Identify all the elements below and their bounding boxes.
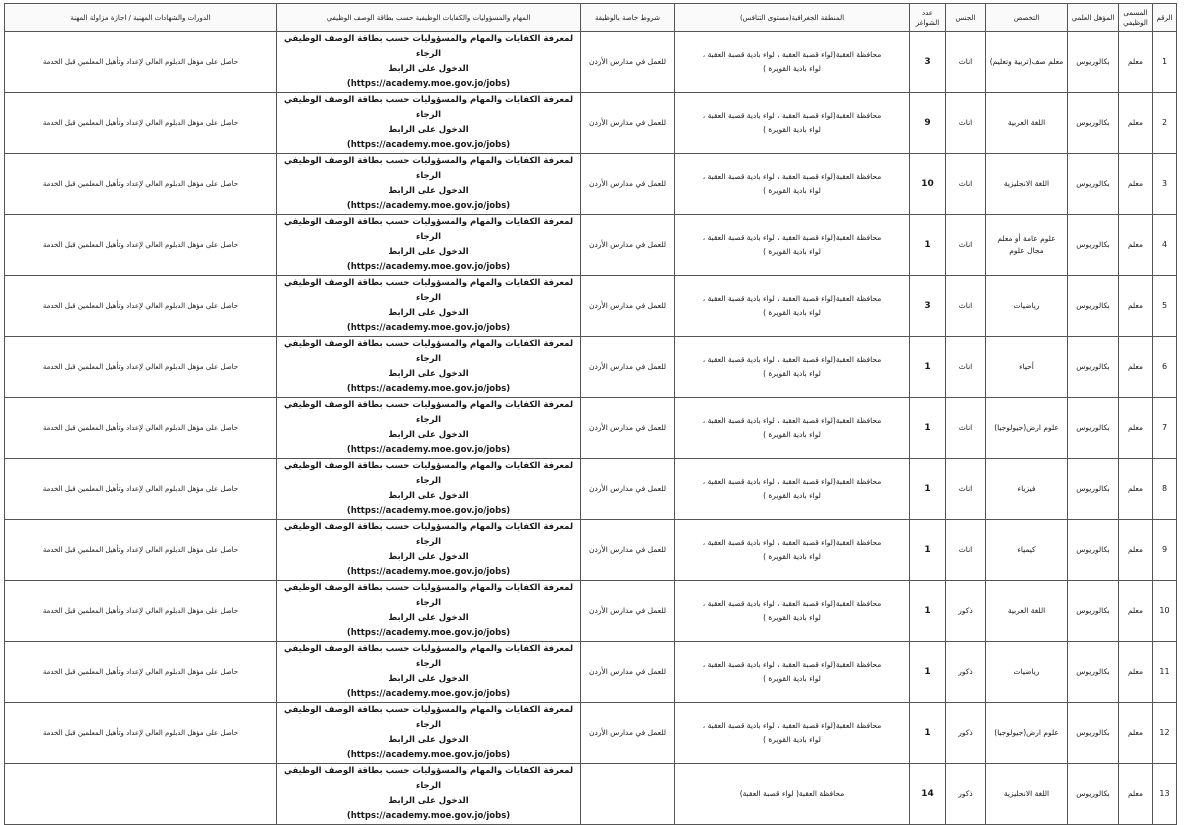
region-line-2: لواء بادية القويرة ) xyxy=(763,613,821,622)
cell-requirements: حاصل على مؤهل الدبلوم العالي لإعداد وتأهيل المعلمين قبل الخدمة xyxy=(5,459,277,520)
tasks-line-1: لمعرفة الكفايات والمهام والمسؤوليات حسب بطاقة الوصف الوظيفي الرجاء xyxy=(283,705,574,730)
cell-vacancies: 9 xyxy=(910,93,946,154)
cell-conditions: للعمل في مدارس الأردن xyxy=(581,703,675,764)
cell-no: 7 xyxy=(1153,398,1177,459)
tasks-line-2 xyxy=(280,245,577,275)
cell-conditions: للعمل في مدارس الأردن xyxy=(581,581,675,642)
cell-region xyxy=(675,93,910,154)
table-row xyxy=(5,764,1177,825)
cell-requirements: حاصل على مؤهل الدبلوم العالي لإعداد وتأهيل المعلمين قبل الخدمة xyxy=(5,215,277,276)
cell-title: معلم xyxy=(1119,520,1153,581)
tasks-link-prefix: الدخول على الرابط xyxy=(388,64,469,74)
jobs-link[interactable]: (https://academy.moe.gov.jo/jobs) xyxy=(346,262,511,272)
cell-vacancies: 1 xyxy=(910,215,946,276)
cell-tasks xyxy=(277,764,581,825)
cell-no: 2 xyxy=(1153,93,1177,154)
cell-region xyxy=(675,581,910,642)
cell-title: معلم xyxy=(1119,154,1153,215)
cell-region xyxy=(675,154,910,215)
cell-qualification: بكالوريوس xyxy=(1068,520,1119,581)
header-vacancies: عدد الشواغر xyxy=(910,4,946,32)
jobs-link[interactable]: (https://academy.moe.gov.jo/jobs) xyxy=(346,811,511,821)
table-row xyxy=(5,154,1177,215)
tasks-line-2 xyxy=(280,794,577,824)
cell-no: 12 xyxy=(1153,703,1177,764)
tasks-link-prefix: الدخول على الرابط xyxy=(388,247,469,257)
tasks-link-prefix: الدخول على الرابط xyxy=(388,308,469,318)
region-line-1: محافظة العقبة(لواء قصبة العقبة ، لواء بادية قصبة العقبة ، xyxy=(702,416,882,425)
region-line-1: محافظة العقبة(لواء قصبة العقبة ، لواء بادية قصبة العقبة ، xyxy=(702,721,882,730)
cell-conditions: للعمل في مدارس الأردن xyxy=(581,520,675,581)
header-specialty: التخصص xyxy=(986,4,1068,32)
cell-specialty: أحياء xyxy=(986,337,1068,398)
tasks-link-prefix: الدخول على الرابط xyxy=(388,186,469,196)
cell-vacancies: 14 xyxy=(910,764,946,825)
table-row xyxy=(5,703,1177,764)
cell-requirements: حاصل على مؤهل الدبلوم العالي لإعداد وتأهيل المعلمين قبل الخدمة xyxy=(5,337,277,398)
header-title: المسمى الوظيفي xyxy=(1119,4,1153,32)
tasks-line-2 xyxy=(280,550,577,580)
region-line-2: لواء بادية القويرة ) xyxy=(763,674,821,683)
jobs-link[interactable]: (https://academy.moe.gov.jo/jobs) xyxy=(346,79,511,89)
cell-conditions xyxy=(581,764,675,825)
cell-conditions: للعمل في مدارس الأردن xyxy=(581,337,675,398)
cell-no: 6 xyxy=(1153,337,1177,398)
cell-qualification: بكالوريوس xyxy=(1068,398,1119,459)
region-line-1: محافظة العقبة(لواء قصبة العقبة ، لواء بادية قصبة العقبة ، xyxy=(702,172,882,181)
tasks-link-prefix: الدخول على الرابط xyxy=(388,613,469,623)
cell-qualification: بكالوريوس xyxy=(1068,337,1119,398)
tasks-line-1: لمعرفة الكفايات والمهام والمسؤوليات حسب بطاقة الوصف الوظيفي الرجاء xyxy=(283,339,574,364)
tasks-line-1: لمعرفة الكفايات والمهام والمسؤوليات حسب بطاقة الوصف الوظيفي الرجاء xyxy=(283,95,574,120)
cell-specialty: كيمياء xyxy=(986,520,1068,581)
tasks-link-prefix: الدخول على الرابط xyxy=(388,125,469,135)
cell-specialty: اللغة العربية xyxy=(986,581,1068,642)
cell-specialty: علوم ارض(جيولوجيا) xyxy=(986,398,1068,459)
tasks-line-1: لمعرفة الكفايات والمهام والمسؤوليات حسب بطاقة الوصف الوظيفي الرجاء xyxy=(283,644,574,669)
cell-vacancies: 1 xyxy=(910,703,946,764)
cell-no: 13 xyxy=(1153,764,1177,825)
region-line-1: محافظة العقبة(لواء قصبة العقبة ، لواء بادية قصبة العقبة ، xyxy=(702,50,882,59)
vacancies-sheet xyxy=(4,3,1176,821)
region-line-1: محافظة العقبة(لواء قصبة العقبة ، لواء بادية قصبة العقبة ، xyxy=(702,538,882,547)
cell-requirements: حاصل على مؤهل الدبلوم العالي لإعداد وتأهيل المعلمين قبل الخدمة xyxy=(5,93,277,154)
cell-gender: اناث xyxy=(946,337,986,398)
tasks-line-1: لمعرفة الكفايات والمهام والمسؤوليات حسب بطاقة الوصف الوظيفي الرجاء xyxy=(283,217,574,242)
jobs-link[interactable]: (https://academy.moe.gov.jo/jobs) xyxy=(346,750,511,760)
cell-no: 10 xyxy=(1153,581,1177,642)
region-line-1: محافظة العقبة(لواء قصبة العقبة ، لواء بادية قصبة العقبة ، xyxy=(702,294,882,303)
cell-conditions: للعمل في مدارس الأردن xyxy=(581,642,675,703)
cell-title: معلم xyxy=(1119,703,1153,764)
tasks-line-1: لمعرفة الكفايات والمهام والمسؤوليات حسب بطاقة الوصف الوظيفي الرجاء xyxy=(283,522,574,547)
cell-vacancies: 1 xyxy=(910,642,946,703)
cell-qualification: بكالوريوس xyxy=(1068,642,1119,703)
tasks-line-2 xyxy=(280,733,577,763)
header-no: الرقم xyxy=(1153,4,1177,32)
header-qualification: المؤهل العلمي xyxy=(1068,4,1119,32)
cell-region xyxy=(675,520,910,581)
cell-no: 5 xyxy=(1153,276,1177,337)
cell-region xyxy=(675,398,910,459)
cell-tasks xyxy=(277,398,581,459)
cell-specialty: رياضيات xyxy=(986,276,1068,337)
cell-specialty: فيزياء xyxy=(986,459,1068,520)
header-conditions: شروط خاصة بالوظيفة xyxy=(581,4,675,32)
cell-requirements: حاصل على مؤهل الدبلوم العالي لإعداد وتأهيل المعلمين قبل الخدمة xyxy=(5,276,277,337)
tasks-link-prefix: الدخول على الرابط xyxy=(388,674,469,684)
table-row xyxy=(5,337,1177,398)
region-line-2: لواء بادية القويرة ) xyxy=(763,125,821,134)
cell-tasks xyxy=(277,337,581,398)
cell-tasks xyxy=(277,703,581,764)
cell-title: معلم xyxy=(1119,276,1153,337)
tasks-line-1: لمعرفة الكفايات والمهام والمسؤوليات حسب بطاقة الوصف الوظيفي الرجاء xyxy=(283,34,574,59)
cell-gender: اناث xyxy=(946,215,986,276)
cell-qualification: بكالوريوس xyxy=(1068,32,1119,93)
table-row xyxy=(5,32,1177,93)
cell-gender: اناث xyxy=(946,520,986,581)
tasks-line-2 xyxy=(280,367,577,397)
tasks-line-2 xyxy=(280,611,577,641)
tasks-link-prefix: الدخول على الرابط xyxy=(388,735,469,745)
cell-title: معلم xyxy=(1119,93,1153,154)
cell-title: معلم xyxy=(1119,764,1153,825)
tasks-line-1: لمعرفة الكفايات والمهام والمسؤوليات حسب بطاقة الوصف الوظيفي الرجاء xyxy=(283,278,574,303)
cell-tasks xyxy=(277,154,581,215)
cell-title: معلم xyxy=(1119,215,1153,276)
cell-gender: ذكور xyxy=(946,764,986,825)
vacancies-table xyxy=(4,3,1177,825)
cell-specialty: علوم ارض(جيولوجيا) xyxy=(986,703,1068,764)
cell-title: معلم xyxy=(1119,398,1153,459)
cell-requirements: حاصل على مؤهل الدبلوم العالي لإعداد وتأهيل المعلمين قبل الخدمة xyxy=(5,520,277,581)
cell-region xyxy=(675,276,910,337)
cell-conditions: للعمل في مدارس الأردن xyxy=(581,276,675,337)
cell-requirements: حاصل على مؤهل الدبلوم العالي لإعداد وتأهيل المعلمين قبل الخدمة xyxy=(5,154,277,215)
header-tasks: المهام والمسؤوليات والكفايات الوظيفية حسب بطاقة الوصف الوظيفي xyxy=(277,4,581,32)
cell-conditions: للعمل في مدارس الأردن xyxy=(581,32,675,93)
cell-no: 11 xyxy=(1153,642,1177,703)
jobs-link[interactable]: (https://academy.moe.gov.jo/jobs) xyxy=(346,140,511,150)
cell-tasks xyxy=(277,459,581,520)
cell-title: معلم xyxy=(1119,459,1153,520)
cell-title: معلم xyxy=(1119,642,1153,703)
cell-tasks xyxy=(277,520,581,581)
table-row xyxy=(5,459,1177,520)
cell-title: معلم xyxy=(1119,581,1153,642)
cell-region xyxy=(675,32,910,93)
jobs-link[interactable]: (https://academy.moe.gov.jo/jobs) xyxy=(346,384,511,394)
cell-requirements: حاصل على مؤهل الدبلوم العالي لإعداد وتأهيل المعلمين قبل الخدمة xyxy=(5,398,277,459)
cell-no: 3 xyxy=(1153,154,1177,215)
cell-gender: ذكور xyxy=(946,703,986,764)
tasks-line-2 xyxy=(280,489,577,519)
cell-vacancies: 1 xyxy=(910,459,946,520)
region-line-2: لواء بادية القويرة ) xyxy=(763,64,821,73)
jobs-link[interactable]: (https://academy.moe.gov.jo/jobs) xyxy=(346,445,511,455)
cell-tasks xyxy=(277,276,581,337)
cell-qualification: بكالوريوس xyxy=(1068,93,1119,154)
cell-gender: ذكور xyxy=(946,642,986,703)
region-line-1: محافظة العقبة(لواء قصبة العقبة ، لواء بادية قصبة العقبة ، xyxy=(702,599,882,608)
jobs-link[interactable]: (https://academy.moe.gov.jo/jobs) xyxy=(346,628,511,638)
tasks-line-1: لمعرفة الكفايات والمهام والمسؤوليات حسب بطاقة الوصف الوظيفي الرجاء xyxy=(283,583,574,608)
table-row xyxy=(5,520,1177,581)
tasks-line-1: لمعرفة الكفايات والمهام والمسؤوليات حسب بطاقة الوصف الوظيفي الرجاء xyxy=(283,461,574,486)
cell-conditions: للعمل في مدارس الأردن xyxy=(581,93,675,154)
region-line-2: لواء بادية القويرة ) xyxy=(763,735,821,744)
cell-region xyxy=(675,642,910,703)
region-line-2: لواء بادية القويرة ) xyxy=(763,552,821,561)
cell-specialty: معلم صف(تربية وتعليم) xyxy=(986,32,1068,93)
cell-vacancies: 3 xyxy=(910,276,946,337)
table-body xyxy=(5,32,1177,825)
tasks-link-prefix: الدخول على الرابط xyxy=(388,369,469,379)
cell-region xyxy=(675,215,910,276)
cell-vacancies: 1 xyxy=(910,337,946,398)
region-line-1: محافظة العقبة(لواء قصبة العقبة ، لواء بادية قصبة العقبة ، xyxy=(702,477,882,486)
region-line-1: محافظة العقبة(لواء قصبة العقبة ، لواء بادية قصبة العقبة ، xyxy=(702,660,882,669)
cell-requirements xyxy=(5,764,277,825)
cell-region xyxy=(675,703,910,764)
cell-qualification: بكالوريوس xyxy=(1068,154,1119,215)
cell-gender: اناث xyxy=(946,398,986,459)
cell-requirements: حاصل على مؤهل الدبلوم العالي لإعداد وتأهيل المعلمين قبل الخدمة xyxy=(5,581,277,642)
cell-specialty: علوم عامة أو معلم مجال علوم xyxy=(986,215,1068,276)
cell-gender: اناث xyxy=(946,459,986,520)
cell-qualification: بكالوريوس xyxy=(1068,276,1119,337)
cell-requirements: حاصل على مؤهل الدبلوم العالي لإعداد وتأهيل المعلمين قبل الخدمة xyxy=(5,32,277,93)
table-row xyxy=(5,93,1177,154)
cell-conditions: للعمل في مدارس الأردن xyxy=(581,215,675,276)
tasks-line-1: لمعرفة الكفايات والمهام والمسؤوليات حسب بطاقة الوصف الوظيفي الرجاء xyxy=(283,156,574,181)
tasks-line-2 xyxy=(280,428,577,458)
cell-requirements: حاصل على مؤهل الدبلوم العالي لإعداد وتأهيل المعلمين قبل الخدمة xyxy=(5,703,277,764)
cell-tasks xyxy=(277,32,581,93)
region-line-2: لواء بادية القويرة ) xyxy=(763,491,821,500)
cell-region xyxy=(675,459,910,520)
tasks-line-2 xyxy=(280,184,577,214)
cell-tasks xyxy=(277,642,581,703)
table-row xyxy=(5,581,1177,642)
cell-qualification: بكالوريوس xyxy=(1068,703,1119,764)
region-line-2: لواء بادية القويرة ) xyxy=(763,430,821,439)
cell-region xyxy=(675,764,910,825)
cell-qualification: بكالوريوس xyxy=(1068,215,1119,276)
table-row xyxy=(5,398,1177,459)
region-line-1: محافظة العقبة(لواء قصبة العقبة ، لواء بادية قصبة العقبة ، xyxy=(702,111,882,120)
cell-specialty: رياضيات xyxy=(986,642,1068,703)
cell-no: 8 xyxy=(1153,459,1177,520)
jobs-link[interactable]: (https://academy.moe.gov.jo/jobs) xyxy=(346,323,511,333)
region-line-2: لواء بادية القويرة ) xyxy=(763,247,821,256)
tasks-link-prefix: الدخول على الرابط xyxy=(388,430,469,440)
tasks-link-prefix: الدخول على الرابط xyxy=(388,491,469,501)
tasks-line-1: لمعرفة الكفايات والمهام والمسؤوليات حسب بطاقة الوصف الوظيفي الرجاء xyxy=(283,400,574,425)
jobs-link[interactable]: (https://academy.moe.gov.jo/jobs) xyxy=(346,567,511,577)
cell-specialty: اللغة الانجليزية xyxy=(986,154,1068,215)
cell-tasks xyxy=(277,215,581,276)
cell-no: 4 xyxy=(1153,215,1177,276)
cell-tasks xyxy=(277,93,581,154)
tasks-line-2 xyxy=(280,62,577,92)
cell-qualification: بكالوريوس xyxy=(1068,459,1119,520)
cell-no: 9 xyxy=(1153,520,1177,581)
tasks-link-prefix: الدخول على الرابط xyxy=(388,552,469,562)
cell-vacancies: 1 xyxy=(910,398,946,459)
table-row xyxy=(5,215,1177,276)
tasks-link-prefix: الدخول على الرابط xyxy=(388,796,469,806)
table-row xyxy=(5,642,1177,703)
cell-vacancies: 1 xyxy=(910,581,946,642)
header-gender: الجنس xyxy=(946,4,986,32)
region-line-1: محافظة العقبة( لواء قصبة العقبة) xyxy=(739,789,845,798)
cell-title: معلم xyxy=(1119,32,1153,93)
cell-gender: اناث xyxy=(946,276,986,337)
table-row xyxy=(5,276,1177,337)
header-requirements: الدورات والشهادات المهنية / اجازة مزاولة المهنة xyxy=(5,4,277,32)
cell-tasks xyxy=(277,581,581,642)
tasks-line-2 xyxy=(280,306,577,336)
cell-region xyxy=(675,337,910,398)
cell-gender: اناث xyxy=(946,32,986,93)
jobs-link[interactable]: (https://academy.moe.gov.jo/jobs) xyxy=(346,506,511,516)
cell-conditions: للعمل في مدارس الأردن xyxy=(581,398,675,459)
tasks-line-2 xyxy=(280,672,577,702)
cell-vacancies: 10 xyxy=(910,154,946,215)
tasks-line-1: لمعرفة الكفايات والمهام والمسؤوليات حسب بطاقة الوصف الوظيفي الرجاء xyxy=(283,766,574,791)
cell-qualification: بكالوريوس xyxy=(1068,764,1119,825)
cell-requirements: حاصل على مؤهل الدبلوم العالي لإعداد وتأهيل المعلمين قبل الخدمة xyxy=(5,642,277,703)
cell-no: 1 xyxy=(1153,32,1177,93)
cell-qualification: بكالوريوس xyxy=(1068,581,1119,642)
jobs-link[interactable]: (https://academy.moe.gov.jo/jobs) xyxy=(346,689,511,699)
region-line-2: لواء بادية القويرة ) xyxy=(763,308,821,317)
cell-gender: ذكور xyxy=(946,581,986,642)
cell-vacancies: 3 xyxy=(910,32,946,93)
cell-vacancies: 1 xyxy=(910,520,946,581)
cell-conditions: للعمل في مدارس الأردن xyxy=(581,459,675,520)
header-row xyxy=(5,4,1177,32)
region-line-1: محافظة العقبة(لواء قصبة العقبة ، لواء بادية قصبة العقبة ، xyxy=(702,355,882,364)
region-line-2: لواء بادية القويرة ) xyxy=(763,186,821,195)
region-line-2: لواء بادية القويرة ) xyxy=(763,369,821,378)
cell-title: معلم xyxy=(1119,337,1153,398)
header-region: المنطقة الجغرافية(مستوى التنافس) xyxy=(675,4,910,32)
jobs-link[interactable]: (https://academy.moe.gov.jo/jobs) xyxy=(346,201,511,211)
region-line-1: محافظة العقبة(لواء قصبة العقبة ، لواء بادية قصبة العقبة ، xyxy=(702,233,882,242)
cell-specialty: اللغة الانجليزية xyxy=(986,764,1068,825)
cell-specialty: اللغة العربية xyxy=(986,93,1068,154)
tasks-line-2 xyxy=(280,123,577,153)
cell-gender: اناث xyxy=(946,93,986,154)
cell-conditions: للعمل في مدارس الأردن xyxy=(581,154,675,215)
cell-gender: اناث xyxy=(946,154,986,215)
